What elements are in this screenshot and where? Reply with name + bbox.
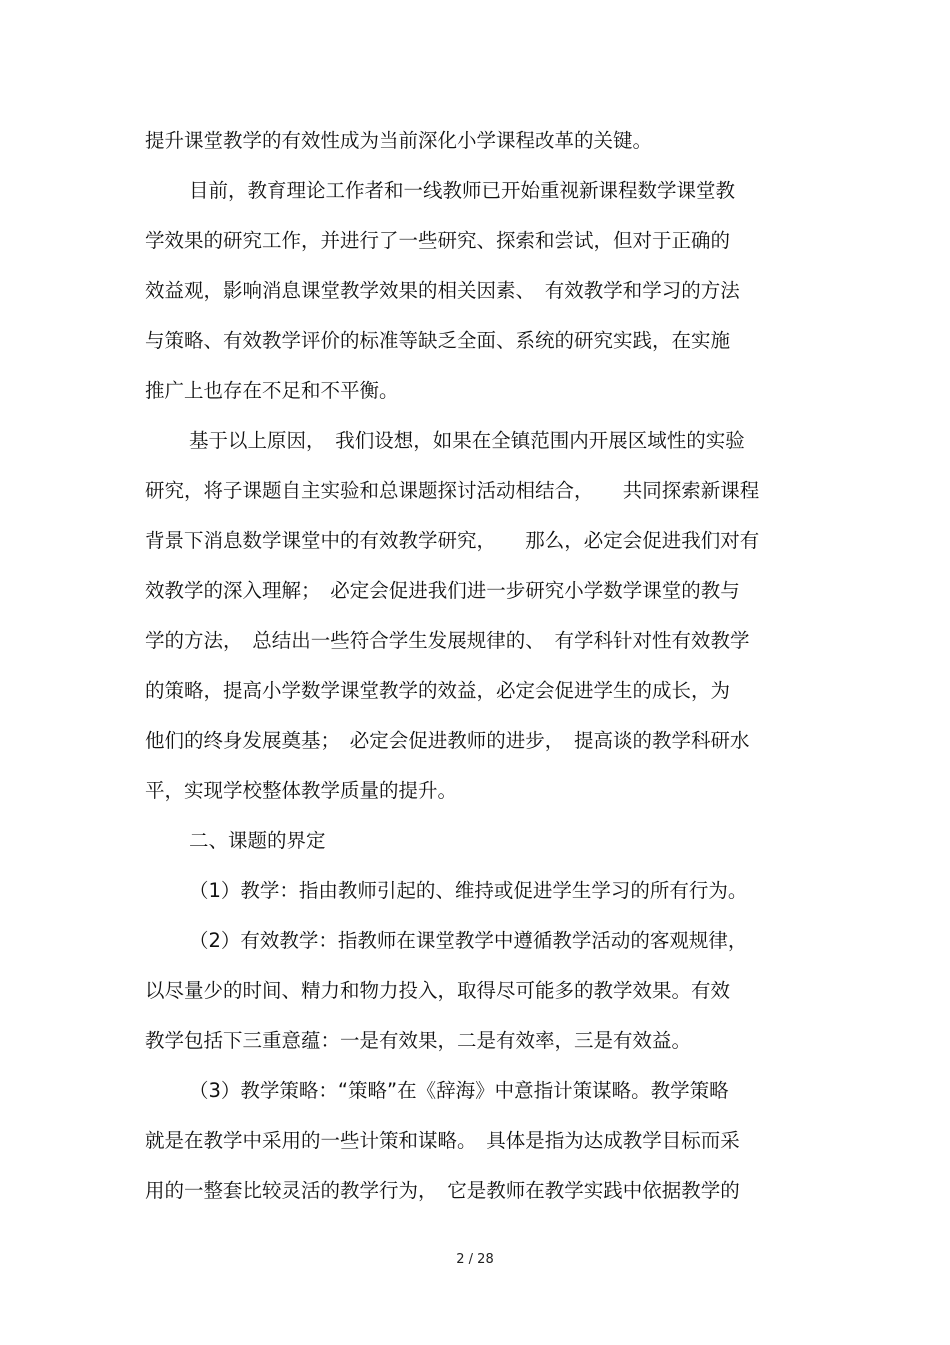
page-number: 2 / 28 xyxy=(456,1252,494,1267)
text-line-14: 平，实现学校整体教学质量的提升。 xyxy=(145,779,458,802)
text-line-7: 基于以上原因， 我们设想，如果在全镇范围内开展区域性的实验 xyxy=(189,429,745,452)
text-line-16: （1）教学：指由教师引起的、维持或促进学生学习的所有行为。 xyxy=(189,879,748,902)
section-heading: 二、课题的界定 xyxy=(189,829,326,852)
text-line-9: 背景下消息数学课堂中的有效教学研究， 那么，必定会促进我们对有 xyxy=(145,529,760,552)
text-line-21: 就是在教学中采用的一些计策和谋略。 具体是指为达成教学目标而采 xyxy=(145,1129,740,1152)
text-line-19: 教学包括下三重意蕴：一是有效果，二是有效率，三是有效益。 xyxy=(145,1029,692,1052)
text-line-10: 效教学的深入理解； 必定会促进我们进一步研究小学数学课堂的教与 xyxy=(145,579,740,602)
text-line-11: 学的方法， 总结出一些符合学生发展规律的、 有学科针对性有效教学 xyxy=(145,629,750,652)
text-line-8: 研究，将子课题自主实验和总课题探讨活动相结合， 共同探索新课程 xyxy=(145,479,760,502)
text-line-13: 他们的终身发展奠基； 必定会促进教师的进步， 提高谈的教学科研水 xyxy=(145,729,750,752)
text-line-17: （2）有效教学：指教师在课堂教学中遵循教学活动的客观规律， xyxy=(189,929,748,952)
text-line-3: 学效果的研究工作，并进行了一些研究、探索和尝试，但对于正确的 xyxy=(145,229,731,252)
text-line-4: 效益观，影响消息课堂教学效果的相关因素、 有效教学和学习的方法 xyxy=(145,279,740,302)
text-line-1: 提升课堂教学的有效性成为当前深化小学课程改革的关键。 xyxy=(145,129,653,152)
text-line-20: （3）教学策略：“策略”在《辞海》中意指计策谋略。教学策略 xyxy=(189,1079,729,1102)
text-line-5: 与策略、有效教学评价的标准等缺乏全面、系统的研究实践，在实施 xyxy=(145,329,731,352)
text-line-2: 目前，教育理论工作者和一线教师已开始重视新课程数学课堂教 xyxy=(189,179,736,202)
text-line-12: 的策略，提高小学数学课堂教学的效益，必定会促进学生的成长，为 xyxy=(145,679,731,702)
text-line-6: 推广上也存在不足和不平衡。 xyxy=(145,379,399,402)
text-line-22: 用的一整套比较灵活的教学行为， 它是教师在教学实践中依据教学的 xyxy=(145,1179,740,1202)
text-line-18: 以尽量少的时间、精力和物力投入，取得尽可能多的教学效果。有效 xyxy=(145,979,731,1002)
